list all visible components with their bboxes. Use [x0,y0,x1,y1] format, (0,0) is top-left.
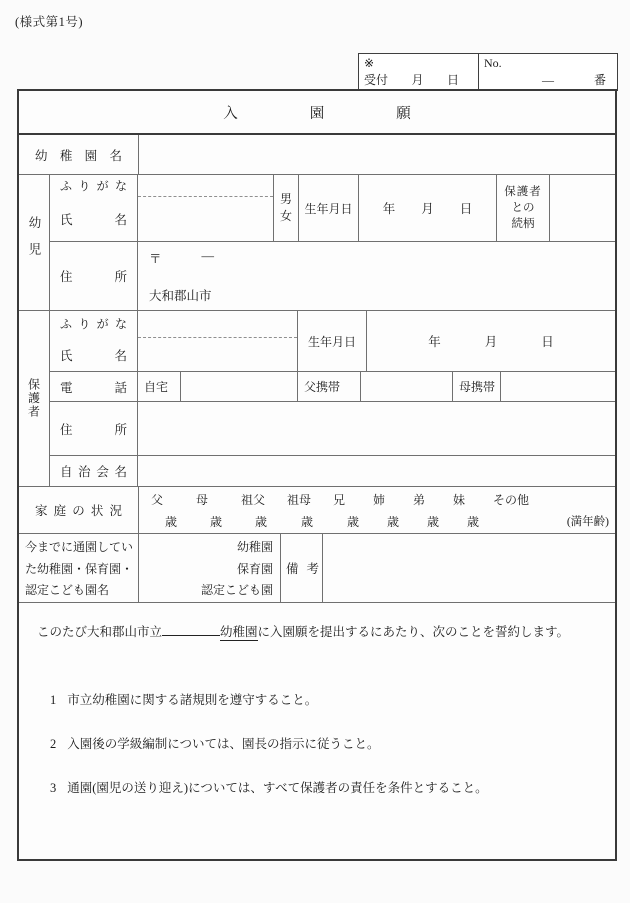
phone-home-input[interactable] [181,372,298,401]
pledge-facility-suffix: 幼稚園 [220,625,258,639]
pledge-intro-prefix: このたび大和郡山市立 [37,625,163,639]
receipt-box [358,53,618,91]
family-status-row [19,487,615,534]
family-member-age-unit: 歳 [427,515,440,529]
receipt-no-unit: 番 [593,73,606,87]
family-member-age-unit: 歳 [301,515,314,529]
relation-label-line: 保護者 [504,186,542,198]
receipt-asterisk: ※ [364,56,375,70]
date-part-label: 年 [428,335,441,349]
relation-label-line: との [511,202,535,214]
receipt-day-label: 日 [446,73,459,87]
phone-mother-input[interactable] [501,372,615,401]
date-part-label: 日 [541,335,554,349]
relation-label-line: 続柄 [511,218,535,230]
guardian-address-input[interactable] [138,402,615,455]
guardian-name-input-cell [138,311,298,371]
kindergarten-name-row [19,135,615,175]
kindergarten-name-input[interactable] [139,135,615,174]
guardian-address-label: 住所 [50,402,138,455]
phone-home-label: 自宅 [138,372,181,401]
guardian-section-label: 保護者 [19,311,50,486]
child-section [19,175,615,311]
family-member-age-unit: 歳 [387,515,400,529]
family-member-age-unit: 歳 [347,515,360,529]
receipt-number-cell [479,54,617,90]
family-member-name: 祖母 [287,493,312,507]
family-member [413,491,453,530]
family-member [287,491,333,530]
guardian-furigana-input[interactable] [138,311,297,338]
pledge-facility-name-input[interactable] [162,623,220,636]
family-member-age-unit: 歳 [255,515,268,529]
pledge-item [50,735,603,753]
family-member-name: 妹 [453,493,466,507]
family-member-name: 父 [151,493,164,507]
pledge-item [50,691,603,709]
child-address-input[interactable] [138,242,615,310]
family-member [373,491,413,530]
family-status-label: 家庭の状況 [19,487,139,533]
guardian-phone-label: 電話 [50,372,138,401]
pledge-item-number: 2 [50,737,57,751]
child-sex-char: 女 [279,209,292,223]
phone-mother-label: 母携帯 [453,372,501,401]
facility-type-list [139,534,281,602]
receipt-month-label: 月 [411,73,424,87]
facility-type-label: 保育園 [236,561,273,576]
previous-enrollment-label: 今までに通園していた幼稚園・保育園・認定こども園名 [19,534,139,602]
family-member [241,491,287,530]
date-part-label: 年 [382,202,396,216]
child-sex-char: 男 [279,192,292,206]
pledge-intro-suffix: に入園願を提出するにあたり、次のことを誓約します。 [257,625,570,639]
pledge-item-number: 3 [50,781,57,795]
child-furigana-input[interactable] [138,175,273,197]
guardian-name-label: 氏名 [60,348,127,363]
family-member-name: 姉 [373,493,386,507]
kindergarten-name-label: 幼稚園名 [19,135,139,174]
child-relation-input[interactable] [550,175,615,241]
application-form-table [17,89,617,861]
previous-enrollment-row [19,534,615,603]
form-title-char: 願 [396,105,411,122]
guardian-name-label-cell [50,311,138,371]
receipt-date-cell [359,54,479,90]
receipt-no-dash: — [542,73,554,87]
receipt-label: 受付 [364,73,389,87]
family-member [493,491,553,530]
pledge-item-text: 入園後の学級編制については、園長の指示に従うこと。 [67,737,380,751]
child-address-row [50,242,615,310]
pledge-item [50,779,603,797]
child-section-label: 幼児 [19,175,50,310]
postal-dash: — [201,249,215,263]
guardian-birthdate-input[interactable] [367,311,615,371]
guardian-address-row [50,402,615,456]
form-code-label: (様式第1号) [15,15,84,29]
remarks-label: 備考 [281,534,323,602]
family-member-name: 祖父 [241,493,266,507]
family-member-name: 兄 [333,493,346,507]
form-title-char: 入 [223,105,238,122]
child-relation-label [497,175,550,241]
family-member [151,491,196,530]
family-member-age-unit: 歳 [165,515,178,529]
family-member [333,491,373,530]
child-address-city: 大和郡山市 [149,289,212,303]
date-part-label: 月 [421,202,434,216]
pledge-item-number: 1 [50,693,57,707]
child-name-label: 氏名 [60,213,127,227]
guardian-name-row [50,311,615,372]
child-name-input[interactable] [138,197,273,241]
child-name-input-cell [138,175,274,241]
facility-type-label: 幼稚園 [236,540,273,555]
pledge-item-text: 市立幼稚園に関する諸規則を遵守すること。 [67,693,318,707]
child-birthdate-label: 生年月日 [299,175,359,241]
form-title-char: 園 [309,105,325,122]
pledge-item-list [50,691,603,823]
date-part-label: 月 [484,335,498,349]
postal-mark: 〒 [149,252,162,266]
guardian-furigana-label: ふりがな [60,317,127,331]
phone-father-input[interactable] [361,372,453,401]
pledge-item-text: 通園(園児の送り迎え)については、すべて保護者の責任を条件とすること。 [67,781,488,795]
pledge-intro [37,623,603,641]
family-member-name: 母 [196,493,209,507]
child-name-row [50,175,615,242]
family-member [196,491,241,530]
form-title [19,91,615,135]
guardian-section [19,311,615,487]
phone-father-label: 父携帯 [298,372,361,401]
guardian-name-input[interactable] [138,338,297,371]
family-member-age-unit: 歳 [467,515,480,529]
child-sex-cell [274,175,299,241]
child-address-label: 住所 [50,242,138,310]
guardian-birthdate-label: 生年月日 [298,311,367,371]
child-name-label-cell [50,175,138,241]
receipt-no-label: No. [484,56,502,70]
date-part-label: 日 [459,202,473,216]
remarks-input[interactable] [323,534,615,602]
family-member [453,491,493,530]
age-note-label: (満年齢) [566,516,609,528]
family-member-name: 弟 [413,493,426,507]
pledge-section [19,603,615,859]
family-member-age-unit: 歳 [210,515,223,529]
guardian-phone-row [50,372,615,402]
child-birthdate-input[interactable] [359,175,497,241]
family-status-input[interactable] [139,487,615,533]
child-furigana-label: ふりがな [60,179,127,193]
guardian-association-input[interactable] [138,456,615,486]
guardian-association-label: 自治会名 [50,456,138,486]
family-member-name: その他 [493,493,530,507]
facility-type-label: 認定こども園 [200,582,273,597]
guardian-association-row [50,456,615,486]
